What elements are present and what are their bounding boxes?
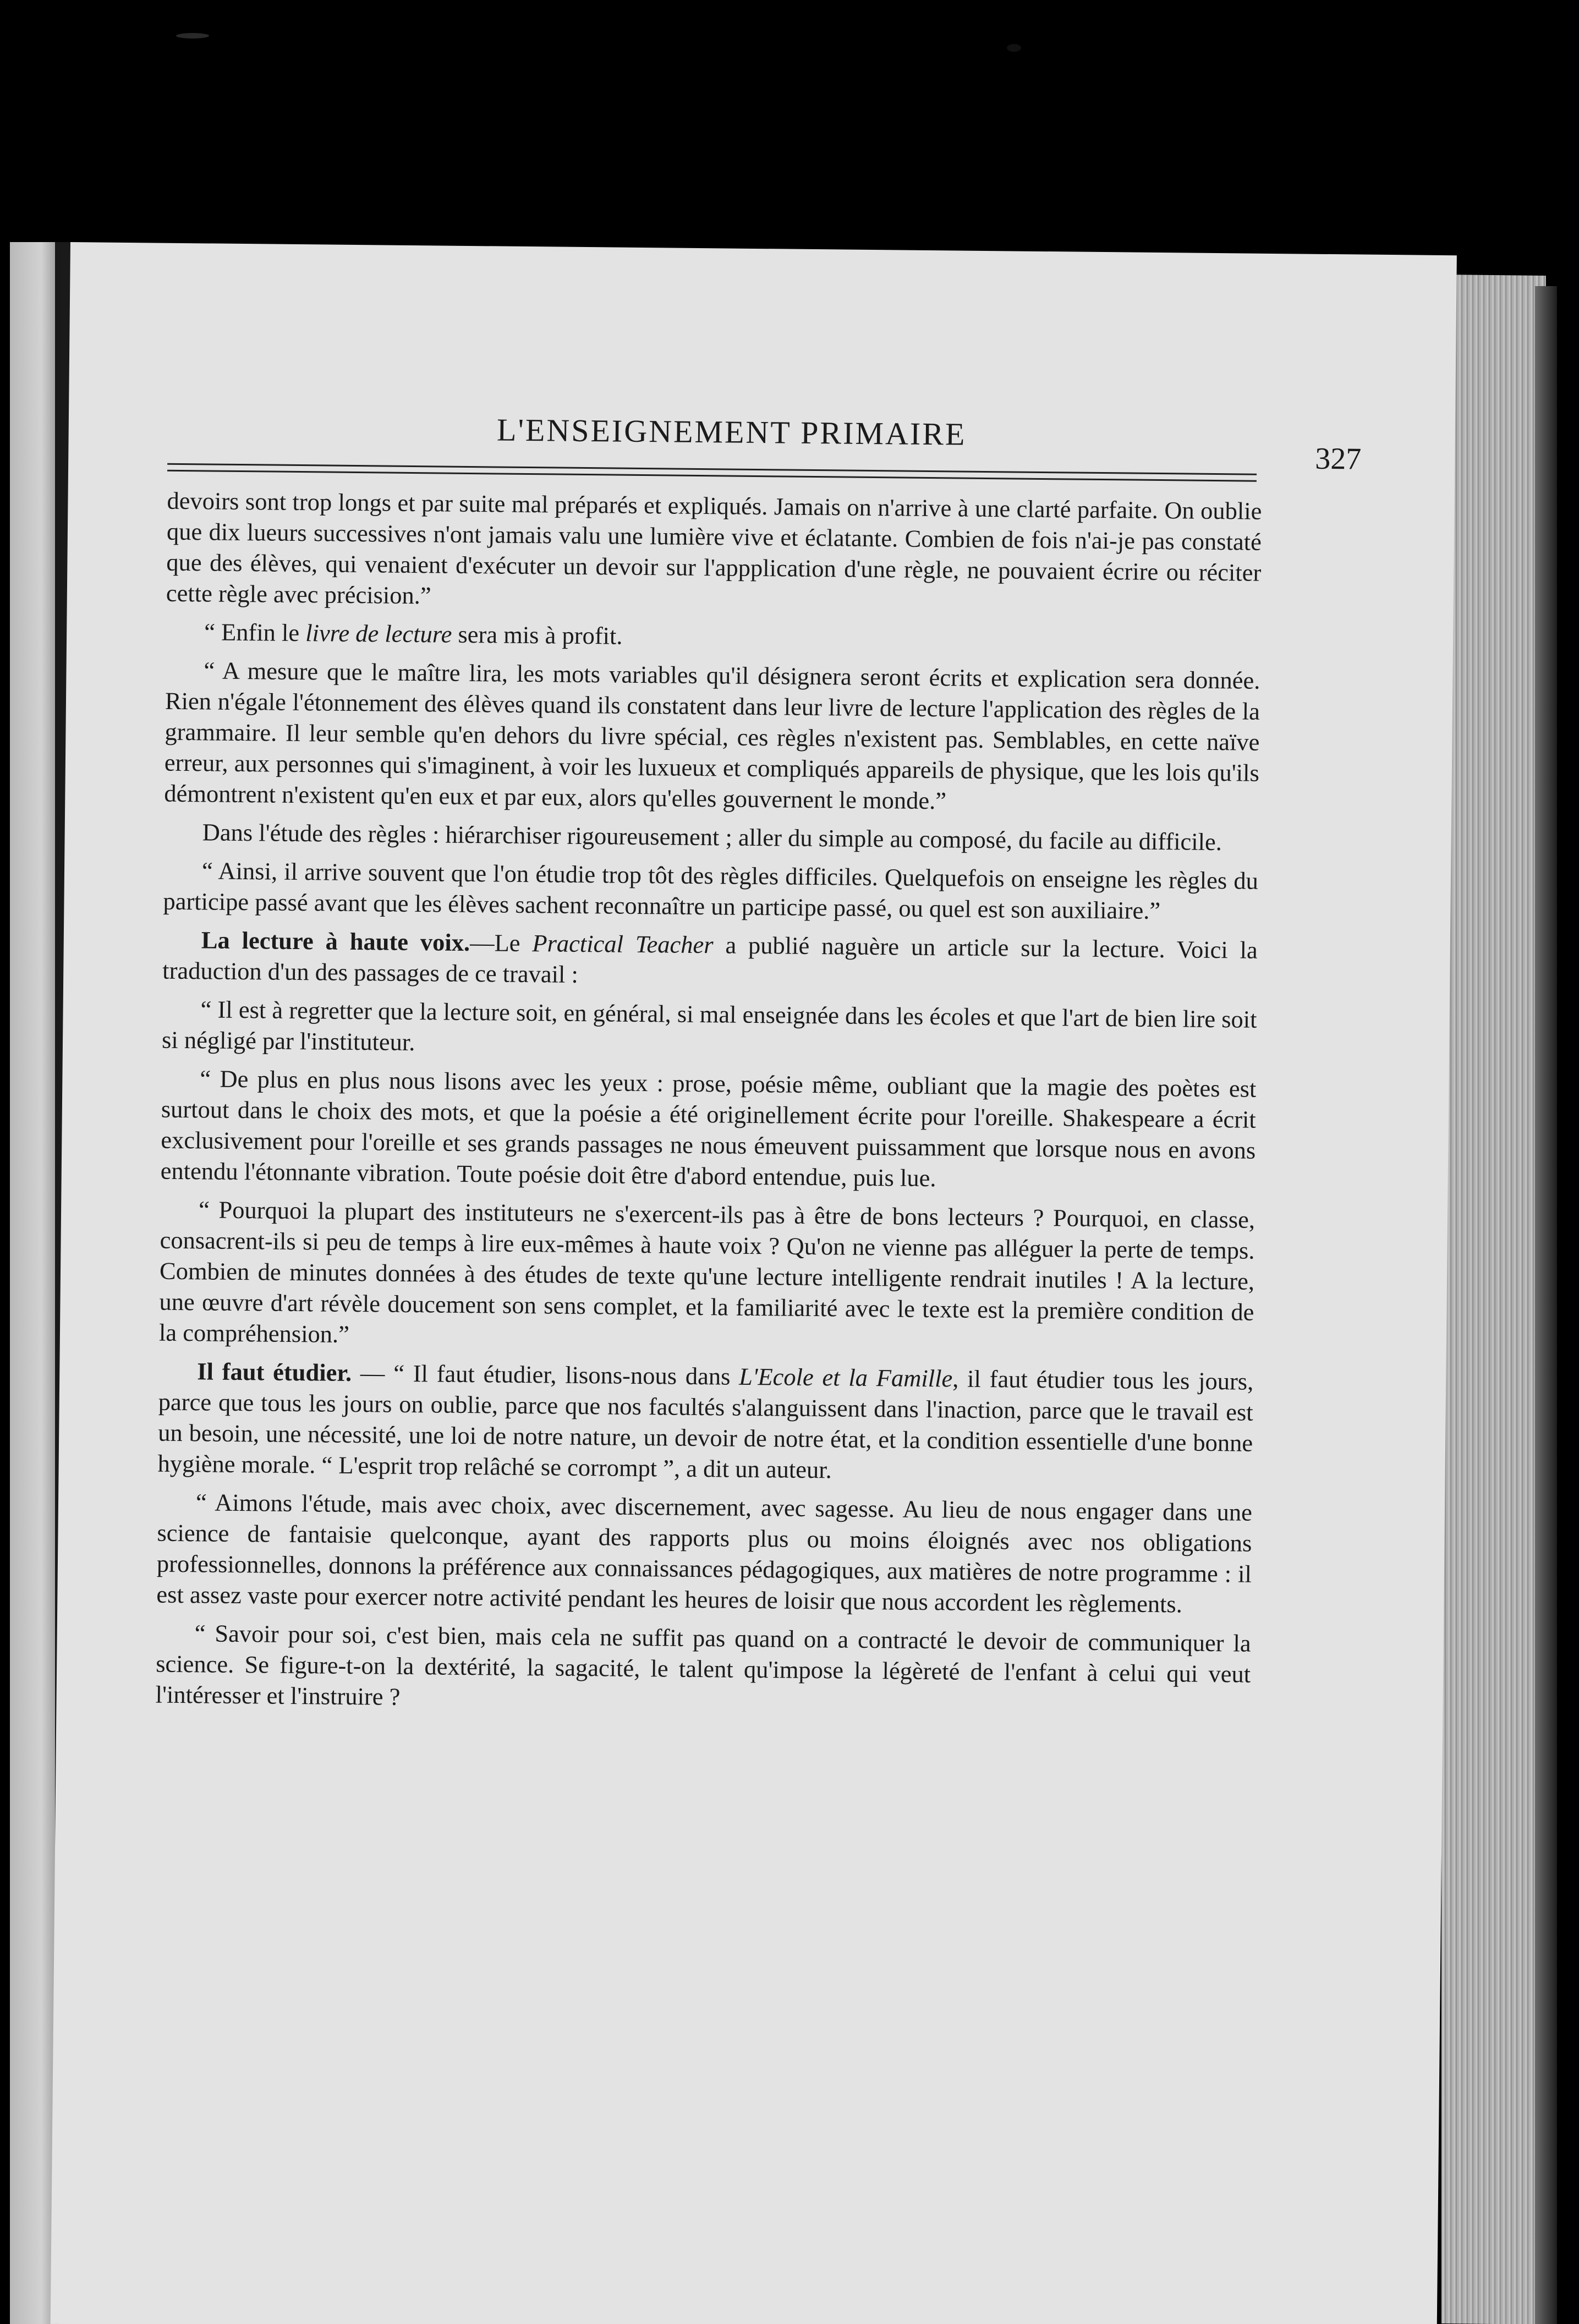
paragraph — [166, 616, 1260, 657]
dust-speck — [176, 33, 209, 39]
book-title-italic: livre de lecture — [305, 619, 452, 648]
paragraph: “ A mesure que le maître lira, les mots variables qu'il désignera seront écrits et explication sera donnée. Rien n'égale l'étonnement des élèves quand ils constatent dans leur livre de lecture l'application des règles de la grammaire. Il leur semble qu'en dehors du livre spécial, ces règles n'existent pas. Semblables, en cette naïve erreur, aux personnes qui s'imaginent, à voir les luxueux et compliqués appareils de physique, que les lois qu'ils démontrent n'existent qu'en eux et par eux, alors qu'elles gouvernent le monde.” — [164, 656, 1260, 815]
paragraph — [162, 924, 1258, 996]
paragraph-text: , il faut étudier tous les jours, parce que tous les jours on oublie, parce que nos facultés s'alanguissent dans l'inaction, parce que le travail est un besoin, une nécessité, une loi de notre nature, un devoir de notre état, et la condition essentielle d'une bonne hygiène morale. “ L'esprit trop relâché se corrompt ”, a dit un auteur. — [157, 1364, 1254, 1484]
paragraph-text: “ Enfin le — [204, 618, 306, 647]
page-header — [167, 408, 1362, 476]
paragraph: “ Pourquoi la plupart des instituteurs ne s'exercent-ils pas à être de bons lecteurs ? Pourquoi, en classe, consacrent-ils si peu de temps à lire eux-mêmes à haute voix ? Qu'on ne vienne pas alléguer la perte de temps. Combien de minutes données à des études de texte qu'une lecture intelligente rendrait inutiles ! A la lecture, une œuvre d'art révèle doucement son sens complet, et la familiarité avec le texte est la première condition de la compréhension.” — [158, 1196, 1255, 1348]
page-edges-shadow — [1535, 286, 1557, 2324]
journal-title-italic: L'Ecole et la Famille — [738, 1362, 953, 1393]
paragraph-text: —Le — [469, 929, 533, 957]
paragraph-text: a publié naguère un article sur la lecture. Voici la traduction d'un des passages de ce travail : — [162, 931, 1258, 988]
paragraph: Dans l'étude des règles : hiérarchiser rigoureusement ; aller du simple au composé, du facile au difficile. — [202, 818, 1222, 856]
header-rule-top — [167, 463, 1257, 475]
book-page — [51, 242, 1457, 2324]
page-body — [155, 485, 1262, 1728]
dust-speck — [1007, 44, 1021, 52]
paragraph-text: sera mis à profit. — [452, 620, 623, 650]
paragraph: “ Ainsi, il arrive souvent que l'on étudie trop tôt des règles difficiles. Quelquefois on enseigne les règles du participe passé avant que les élèves sachent reconnaître un participe passé, ou quel est son auxiliaire.” — [163, 857, 1259, 925]
paragraph: “ Il est à regretter que la lecture soit, en général, si mal enseignée dans les écoles et que l'art de bien lire soit si négligé par l'instituteur. — [161, 995, 1257, 1056]
running-title: L'ENSEIGNEMENT PRIMAIRE — [496, 412, 967, 452]
section-heading: La lecture à haute voix. — [201, 926, 470, 957]
paragraph: “ De plus en plus nous lisons avec les yeux : prose, poésie même, oubliant que la magie des poètes est surtout dans le choix des mots, et que la poésie a été originellement écrite pour l'oreille. Shakespeare a écrit exclusivement pour l'oreille et ses grands passages ne nous émeuvent puissamment que lorsque nous en avons entendu l'étonnante vibration. Toute poésie doit être d'abord entendue, puis lue. — [160, 1065, 1257, 1192]
paragraph: “ Aimons l'étude, mais avec choix, avec discernement, avec sagesse. Au lieu de nous engager dans une science de fantaisie quelconque, ayant des rapports plus ou moins éloignés avec nos obligations professionnelles, donnons la préférence aux connaissances pédagogiques, aux matières de notre programme : il est assez vaste pour exercer notre activité pendant les heures de loisir que nous accordent les règlements. — [156, 1488, 1253, 1618]
paragraph — [157, 1356, 1253, 1489]
paragraph: devoirs sont trop longs et par suite mal préparés et expliqués. Jamais on n'arrive à une clarté parfaite. On oublie que dix lueurs successives n'ont jamais valu une lumière vive et éclatante. Combien de fois n'ai-je pas constaté que des élèves, qui venaient d'exécuter un devoir sur l'appplication d'une règle, ne pouvaient écrire ou réciter cette règle avec précision.” — [166, 486, 1262, 610]
paragraph-text: — “ Il faut étudier, lisons-nous dans — [351, 1359, 739, 1390]
page-edges-stack — [1441, 275, 1546, 2324]
paragraph: “ Savoir pour soi, c'est bien, mais cela ne suffit pas quand on a contracté le devoir de communiquer la science. Se figure-t-on la dextérité, la sagacité, le talent qu'impose la légèreté de l'enfant à celui qui veut l'intéresser et l'instruire ? — [155, 1619, 1251, 1711]
page-number: 327 — [1315, 441, 1362, 476]
journal-title-italic: Practical Teacher — [532, 929, 714, 959]
section-heading: Il faut étudier. — [197, 1357, 352, 1387]
